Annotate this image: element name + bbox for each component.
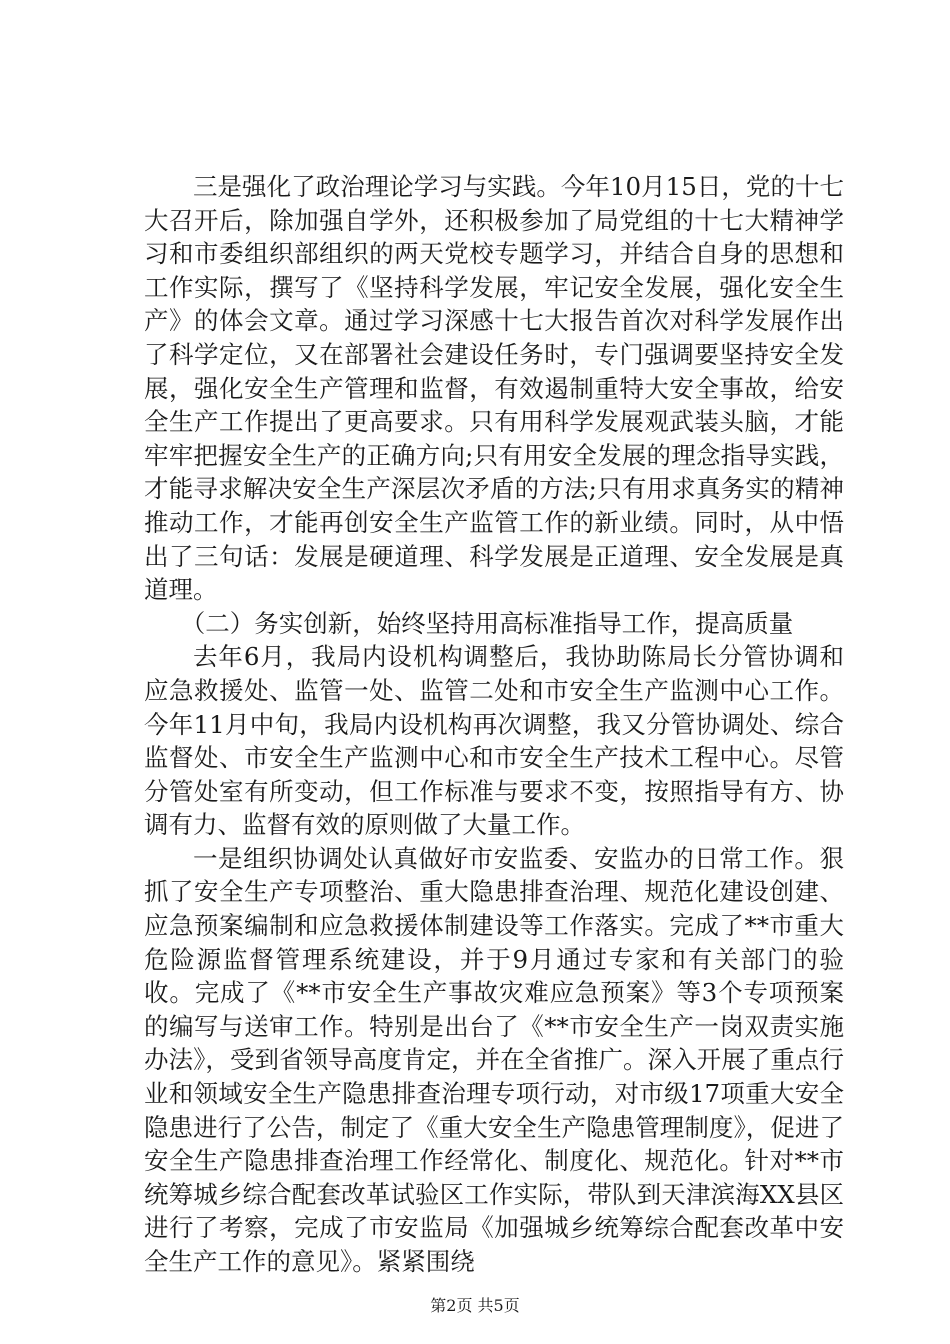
document-body	[144, 170, 844, 1279]
paragraph-coordination-work: 一是组织协调处认真做好市安监委、安监办的日常工作。狠抓了安全生产专项整治、重大隐患排查治理、规范化建设创建、应急预案编制和应急救援体制建设等工作落实。完成了**市重大危险源监督管理系统建设，并于9月通过专家和有关部门的验收。完成了《**市安全生产事故灾难应急预案》等3个专项预案的编写与送审工作。特别是出台了《**市安全生产一岗双责实施办法》，受到省领导高度肯定，并在全省推广。深入开展了重点行业和领域安全生产隐患排查治理专项行动，对市级17项重大安全隐患进行了公告，制定了《重大安全生产隐患管理制度》，促进了安全生产隐患排查治理工作经常化、制度化、规范化。针对**市统筹城乡综合配套改革试验区工作实际，带队到天津滨海XX县区进行了考察，完成了市安监局《加强城乡统筹综合配套改革中安全生产工作的意见》。紧紧围绕	[144, 843, 844, 1276]
paragraph-political-study: 三是强化了政治理论学习与实践。今年10月15日，党的十七大召开后，除加强自学外，还积极参加了局党组的十七大精神学习和市委组织部组织的两天党校专题学习，并结合自身的思想和工作实际，撰写了《坚持科学发展，牢记安全发展，强化安全生产》的体会文章。通过学习深感十七大报告首次对科学发展作出了科学定位，又在部署社会建设任务时，专门强调要坚持安全发展，强化安全生产管理和监督，有效遏制重特大安全事故，给安全生产工作提出了更高要求。只有用科学发展观武装头脑，才能牢牢把握安全生产的正确方向;只有用安全发展的理念指导实践，才能寻求解决安全生产深层次矛盾的方法;只有用求真务实的精神推动工作，才能再创安全生产监管工作的新业绩。同时，从中悟出了三句话：发展是硬道理、科学发展是正道理、安全发展是真道理。	[144, 172, 844, 605]
section-heading-innovation: （二）务实创新，始终坚持用高标准指导工作，提高质量	[180, 608, 794, 638]
paragraph-institution-adjustment: 去年6月，我局内设机构调整后，我协助陈局长分管协调和应急救援处、监管一处、监管二处和市安全生产监测中心工作。今年11月中旬，我局内设机构再次调整，我又分管协调处、综合监督处、市安全生产监测中心和市安全生产技术工程中心。尽管分管处室有所变动，但工作标准与要求不变，按照指导有方、协调有力、监督有效的原则做了大量工作。	[144, 642, 844, 840]
page-number-footer: 第2页 共5页	[430, 1296, 520, 1315]
